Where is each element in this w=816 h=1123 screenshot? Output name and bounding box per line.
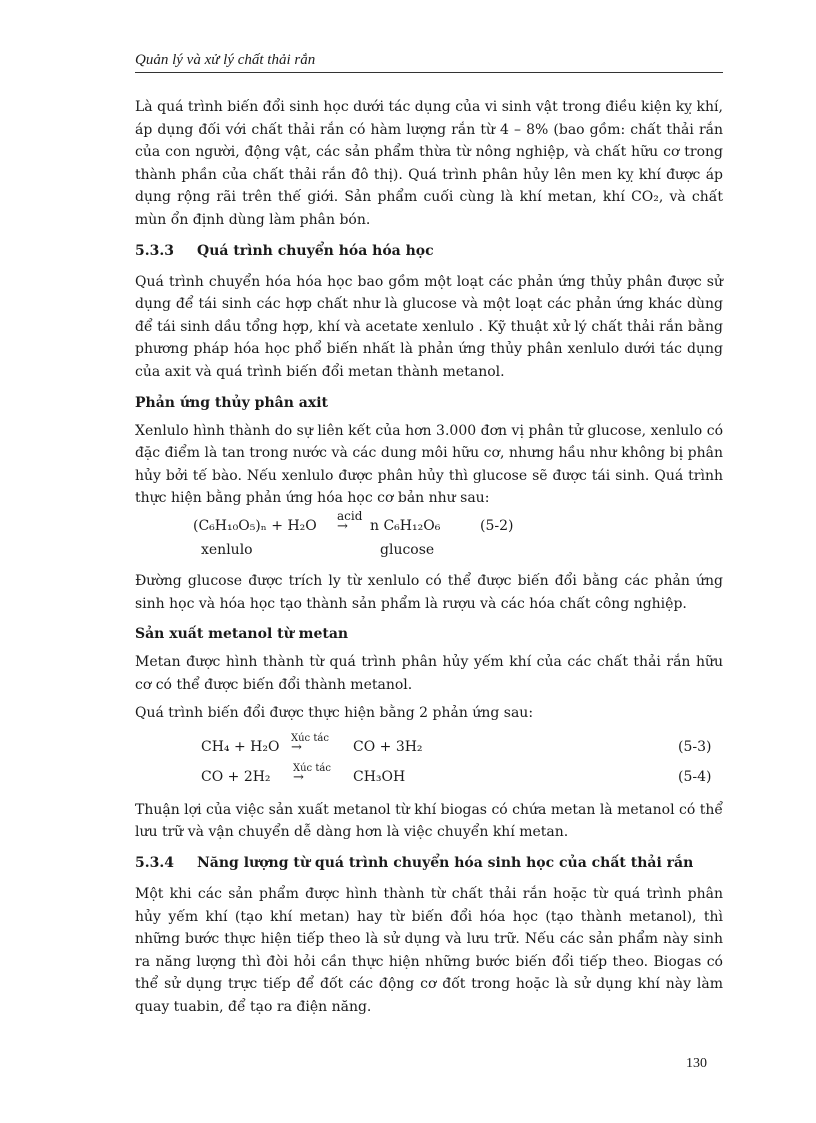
- equation-5-2-annotations: [135, 538, 723, 562]
- paragraph-two-reactions: Quá trình biến đổi được thực hiện bằng 2 phản ứng sau:: [135, 705, 534, 722]
- section-heading-5-3-3: [135, 240, 723, 262]
- equation-5-2: [135, 508, 723, 538]
- equation-label: (5-4): [678, 768, 712, 785]
- equation-label: (5-3): [678, 738, 712, 755]
- equation-rhs: n C₆H₁₂O₆: [370, 517, 441, 534]
- paragraph-chemical-intro: Quá trình chuyển hóa hóa học bao gồm một loạt các phản ứng thủy phân được sử dụng để tái sinh các hợp chất như là glucose và một loạt các phản ứng khác dùng để tái sinh dầu tổng hợp, khí và acetate xenlulo . Kỹ thuật xử lý chất thải rắn bằng phương pháp hóa học phổ biến nhất là phản ứng thủy phân xenlulo dưới tác dụng của axit và quá trình biến đổi metan thành metanol.: [135, 273, 723, 380]
- page-content: [135, 96, 723, 1027]
- catalyst-label: Xúc tác: [291, 732, 329, 744]
- equation-rhs: CH₃OH: [353, 768, 406, 785]
- section-number: 5.3.3: [135, 242, 174, 259]
- equation-lhs: (C₆H₁₀O₅)ₙ + H₂O: [193, 517, 317, 534]
- equation-lhs: CO + 2H₂: [201, 768, 271, 785]
- page-number: 130: [686, 1056, 707, 1071]
- annotation-xenlulo: xenlulo: [201, 541, 253, 558]
- equation-lhs: CH₄ + H₂O: [201, 738, 280, 755]
- catalyst-label: acid: [337, 508, 363, 523]
- arrow-icon: →: [337, 518, 348, 534]
- section-title: Năng lượng từ quá trình chuyển hóa sinh học của chất thải rắn: [197, 855, 694, 872]
- paragraph-xenlulo: Xenlulo hình thành do sự liên kết của hơn 3.000 đơn vị phân tử glucose, xenlulo có đặc điểm là tan trong nước và các dung môi hữu cơ, nhưng hầu như không bị phân hủy bởi tế bào. Nếu xenlulo được phân hủy thì glucose sẽ được tái sinh. Quá trình thực hiện bằng phản ứng hóa học cơ bản như sau:: [135, 422, 723, 507]
- section-number: 5.3.4: [135, 855, 174, 872]
- running-header: [135, 50, 723, 73]
- equation-5-3: [135, 732, 723, 759]
- equation-5-4: [135, 762, 723, 789]
- section-heading-5-3-4: [135, 852, 723, 874]
- equation-label: (5-2): [480, 517, 514, 534]
- header-title: Quản lý và xử lý chất thải rắn: [135, 52, 316, 68]
- paragraph-anaerobic: Là quá trình biến đổi sinh học dưới tác dụng của vi sinh vật trong điều kiện kỵ khí, áp dụng đối với chất thải rắn có hàm lượng rắn từ 4 – 8% (bao gồm: chất thải rắn của con người, động vật, các sản phẩm thừa từ nông nghiệp, và chất hữu cơ trong thành phần của chất thải rắn đô thị). Quá trình phân hủy lên men kỵ khí được áp dụng rộng rãi trên thế giới. Sản phẩm cuối cùng là khí metan, khí CO₂, và chất mùn ổn định dùng làm phân bón.: [135, 99, 723, 228]
- arrow-icon: →: [291, 739, 302, 755]
- annotation-glucose: glucose: [380, 541, 435, 558]
- paragraph-glucose: Đường glucose được trích ly từ xenlulo có thể được biến đổi bằng các phản ứng sinh học và hóa học tạo thành sản phẩm là rượu và các hóa chất công nghiệp.: [135, 572, 723, 612]
- paragraph-methane: Metan được hình thành từ quá trình phân hủy yếm khí của các chất thải rắn hữu cơ có thể được biến đổi thành metanol.: [135, 654, 723, 693]
- arrow-icon: →: [293, 769, 304, 785]
- subheading-acid-hydrolysis: Phản ứng thủy phân axit: [135, 394, 328, 411]
- section-title: Quá trình chuyển hóa hóa học: [197, 242, 434, 259]
- catalyst-label: Xúc tác: [293, 762, 331, 774]
- subheading-methanol: Sản xuất metanol từ metan: [135, 626, 349, 643]
- paragraph-advantage: Thuận lợi của việc sản xuất metanol từ khí biogas có chứa metan là metanol có thể lưu trữ và vận chuyển dễ dàng hơn là việc chuyển khí metan.: [135, 801, 723, 841]
- equation-rhs: CO + 3H₂: [353, 738, 423, 755]
- paragraph-energy: Một khi các sản phẩm được hình thành từ chất thải rắn hoặc từ quá trình phân hủy yếm khí (tạo khí metan) hay từ biến đổi hóa học (tạo thành metanol), thì những bước thực hiện tiếp theo là sử dụng và lưu trữ. Nếu các sản phẩm này sinh ra năng lượng thì đòi hỏi cần thực hiện những bước biến đổi tiếp theo. Biogas có thể sử dụng trực tiếp để đốt các động cơ đốt trong hoặc là sử dụng khí này làm quay tuabin, để tạo ra điện năng.: [135, 886, 723, 1016]
